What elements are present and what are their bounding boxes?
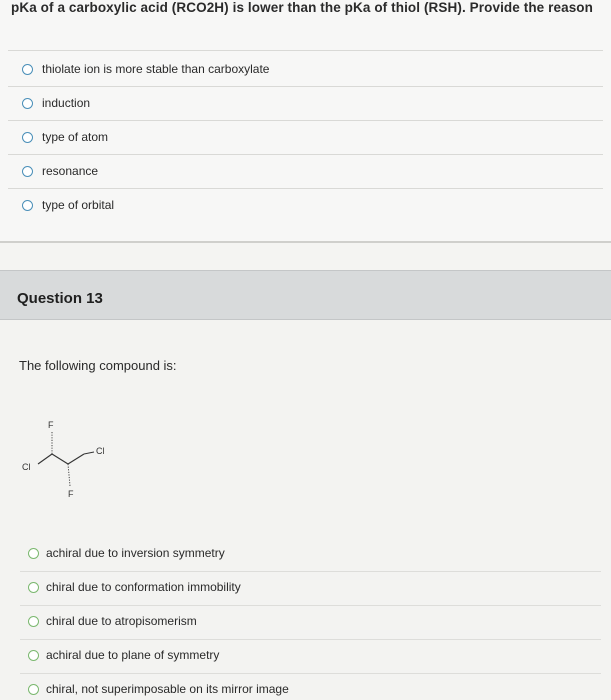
bond [38, 454, 52, 464]
divider [8, 154, 603, 155]
radio-button[interactable] [28, 650, 39, 661]
section-divider [0, 241, 611, 243]
divider [8, 120, 603, 121]
answer-option[interactable] [22, 93, 90, 113]
answer-option[interactable] [22, 127, 108, 147]
radio-button[interactable] [28, 684, 39, 695]
atom-label-cl-right: Cl [96, 446, 105, 456]
radio-button[interactable] [28, 616, 39, 627]
answer-option[interactable] [28, 679, 289, 699]
answer-option[interactable] [22, 195, 114, 215]
question-12-section [0, 0, 611, 242]
bond [68, 454, 84, 464]
answer-option[interactable] [22, 59, 269, 79]
radio-button[interactable] [22, 64, 33, 75]
radio-button[interactable] [22, 98, 33, 109]
hashed-wedge-bond [68, 464, 70, 486]
answer-option[interactable] [28, 645, 219, 665]
option-label: chiral, not superimposable on its mirror image [46, 682, 289, 696]
divider [20, 605, 601, 606]
option-label: chiral due to atropisomerism [46, 614, 197, 628]
divider [20, 673, 601, 674]
divider [8, 50, 603, 51]
answer-option[interactable] [28, 577, 241, 597]
divider [8, 86, 603, 87]
option-label: type of orbital [42, 198, 115, 212]
question-13-body [0, 320, 611, 700]
radio-button[interactable] [28, 582, 39, 593]
atom-label-cl-left: Cl [22, 462, 31, 472]
question-13-header [0, 270, 611, 320]
bond [52, 454, 68, 464]
question-13-title: Question 13 [17, 290, 103, 307]
question-12-prompt: pKa of a carboxylic acid (RCO2H) is lower than the pKa of thiol (RSH). Provide the reason [11, 0, 593, 15]
answer-option[interactable] [28, 611, 197, 631]
question-13-prompt: The following compound is: [19, 358, 177, 373]
radio-button[interactable] [22, 166, 33, 177]
divider [20, 571, 601, 572]
answer-option[interactable] [22, 161, 98, 181]
divider [8, 188, 603, 189]
molecule-structure [18, 412, 138, 502]
option-label: type of atom [42, 130, 109, 144]
radio-button[interactable] [22, 132, 33, 143]
radio-button[interactable] [28, 548, 39, 559]
divider [20, 639, 601, 640]
atom-label-f-top: F [48, 420, 54, 430]
radio-button[interactable] [22, 200, 33, 211]
option-label: thiolate ion is more stable than carboxylate [42, 62, 270, 76]
option-label: achiral due to inversion symmetry [46, 546, 225, 560]
option-label: induction [42, 96, 91, 110]
answer-option[interactable] [28, 543, 225, 563]
option-label: resonance [42, 164, 99, 178]
bond [84, 452, 94, 454]
option-label: achiral due to plane of symmetry [46, 648, 220, 662]
atom-label-f-bottom: F [68, 489, 74, 499]
option-label: chiral due to conformation immobility [46, 580, 241, 594]
